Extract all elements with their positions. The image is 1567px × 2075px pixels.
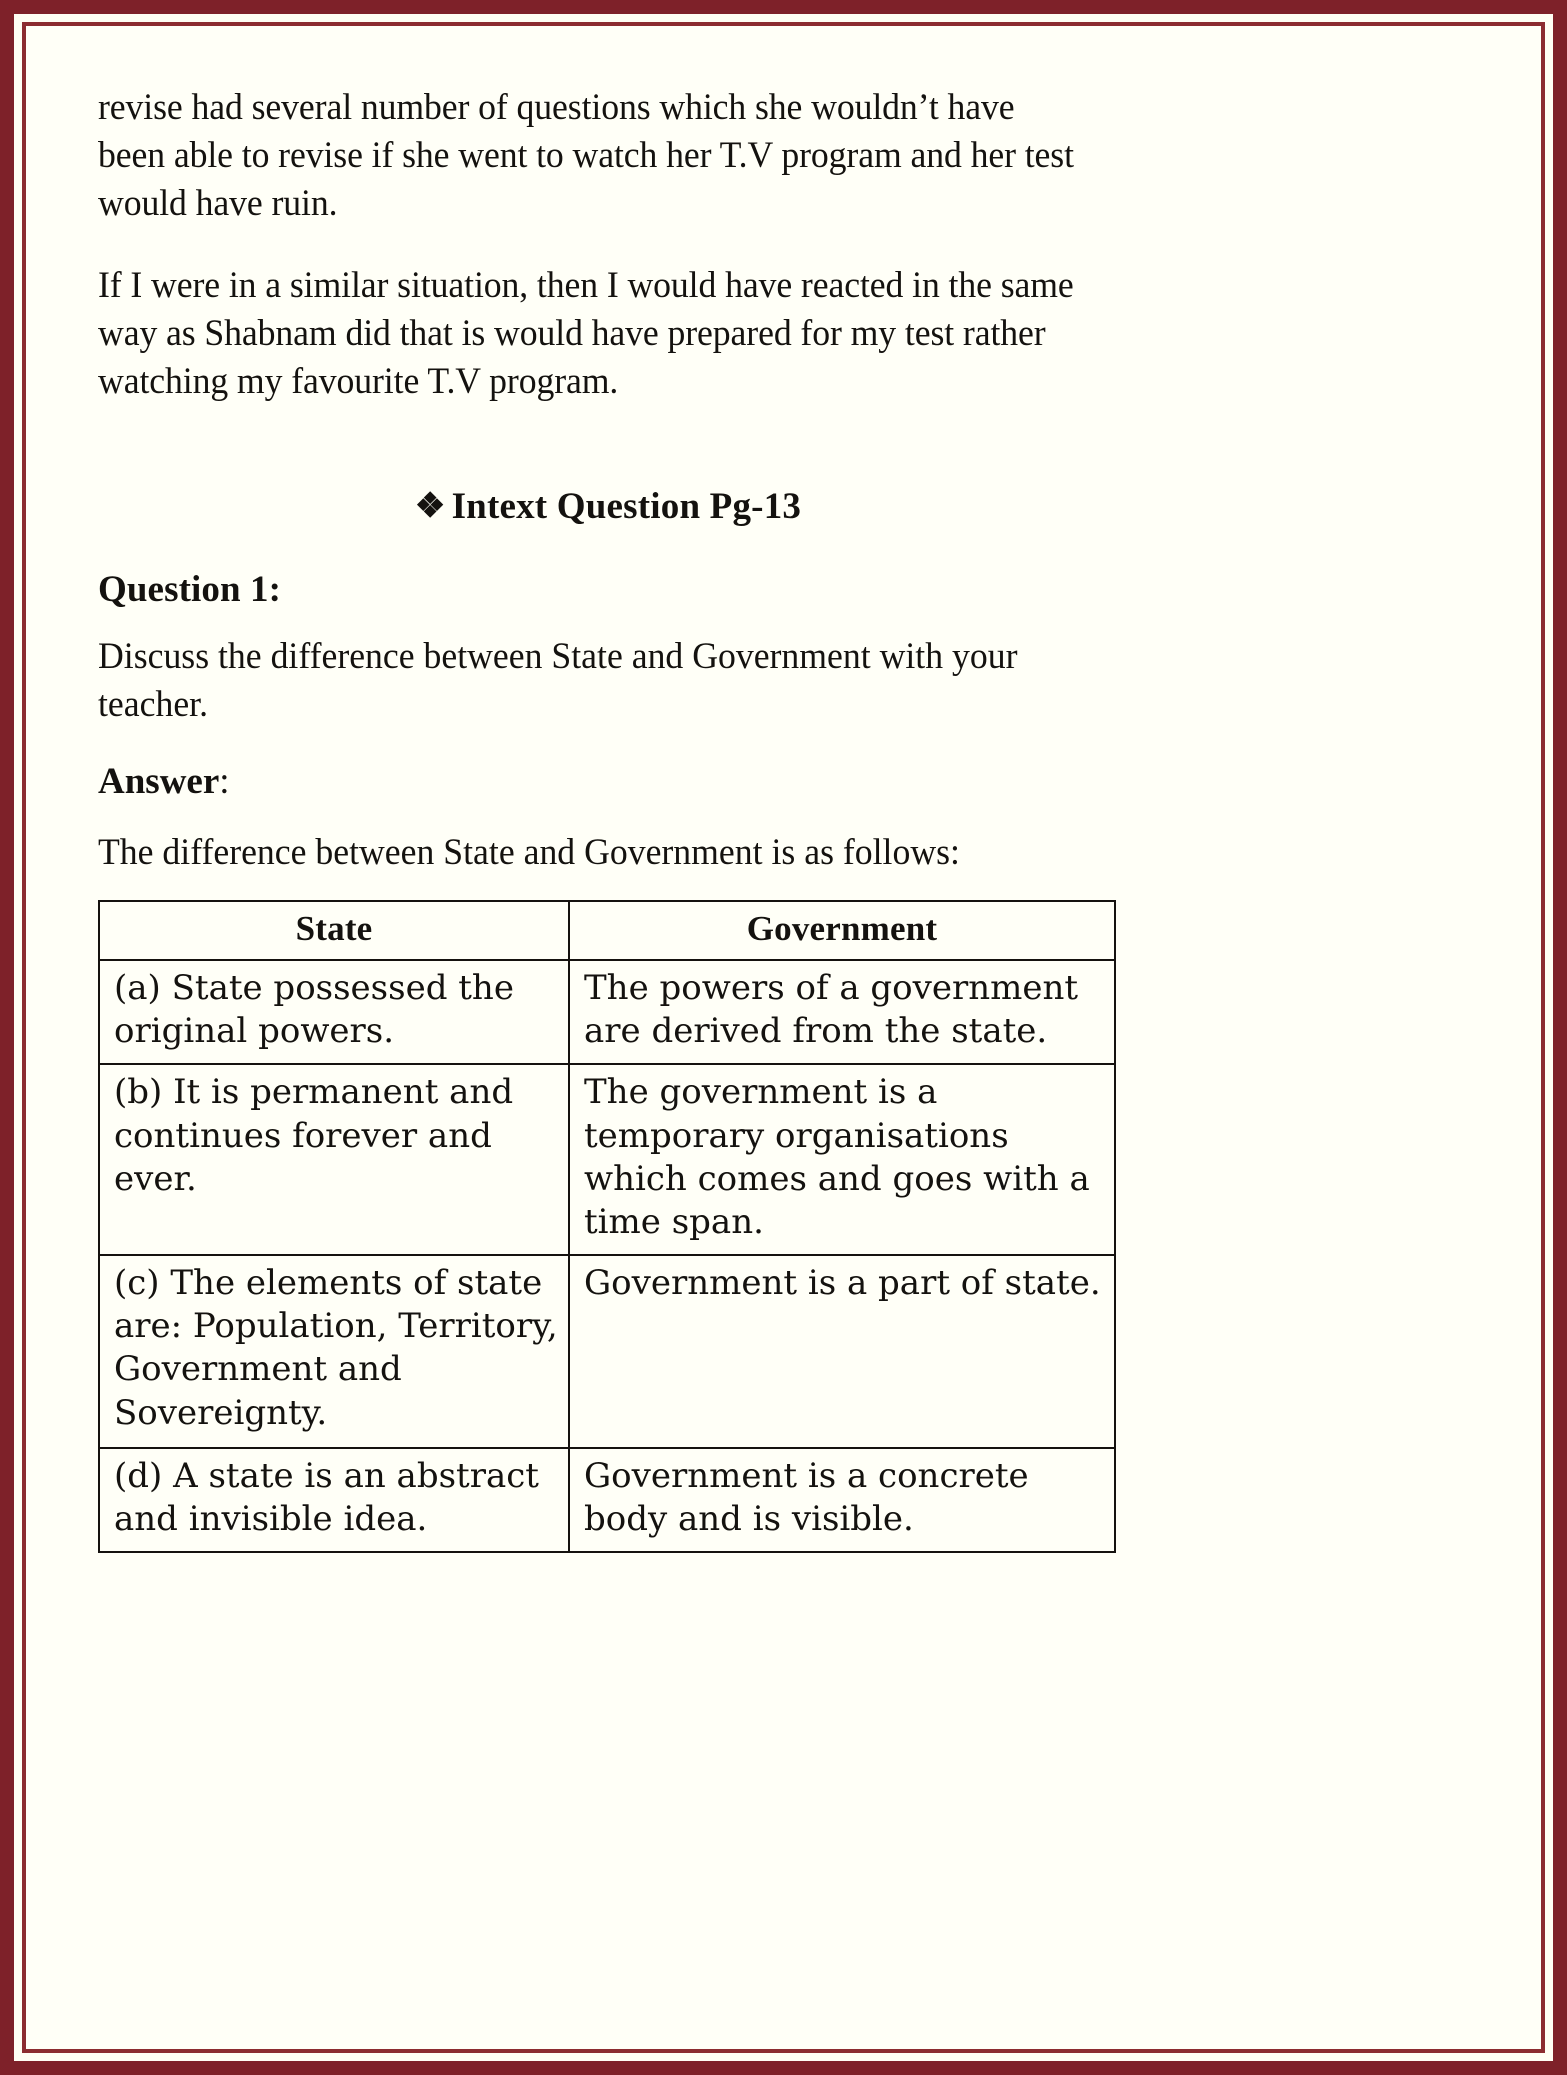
answer-label-word: Answer [98,761,220,803]
paragraph-reflection: If I were in a similar situation, then I would have reacted in the same way as Shabnam did that is would have prepared for my test rather watching my favourite T.V program. [98,265,1074,403]
question-label: Question 1: [98,568,282,610]
page-sheet [26,26,1541,2049]
table-row [99,1448,1115,1552]
answer-intro-text: The difference between State and Government is as follows: [98,832,960,874]
answer-label [98,760,1118,803]
cell-government-d: Government is a concrete body and is visible. [569,1448,1115,1552]
cell-state-b: (b) It is permanent and continues forever and ever. [99,1064,569,1255]
column-header-government: Government [569,901,1115,960]
cell-state-d: (d) A state is an abstract and invisible idea. [99,1448,569,1552]
question-text: Discuss the difference between State and Government with your teacher. [98,635,1018,726]
cell-government-a: The powers of a government are derived from the state. [569,960,1115,1064]
document-content [98,84,1118,1553]
table-row [99,1064,1115,1255]
table-row [99,960,1115,1064]
cell-state-a: (a) State possessed the original powers. [99,960,569,1064]
column-header-state: State [99,901,569,960]
state-government-comparison-table [98,900,1116,1553]
table-row [99,1255,1115,1448]
table-header-row [99,901,1115,960]
cell-government-b: The government is a temporary organisations which comes and goes with a time span. [569,1064,1115,1255]
section-heading-text: Intext Question Pg-13 [451,485,802,527]
diamond-bullet-icon: ❖ [414,487,446,525]
answer-label-colon: : [219,761,230,803]
cell-state-c: (c) The elements of state are: Population, Territory, Government and Sovereignty. [99,1255,569,1448]
cell-government-c: Government is a part of state. [569,1255,1115,1448]
paragraph-continuation: revise had several number of questions which she wouldn’t have been able to revise if she went to watch her T.V program and her test would have ruin. [98,87,1074,225]
section-heading [98,441,1118,534]
